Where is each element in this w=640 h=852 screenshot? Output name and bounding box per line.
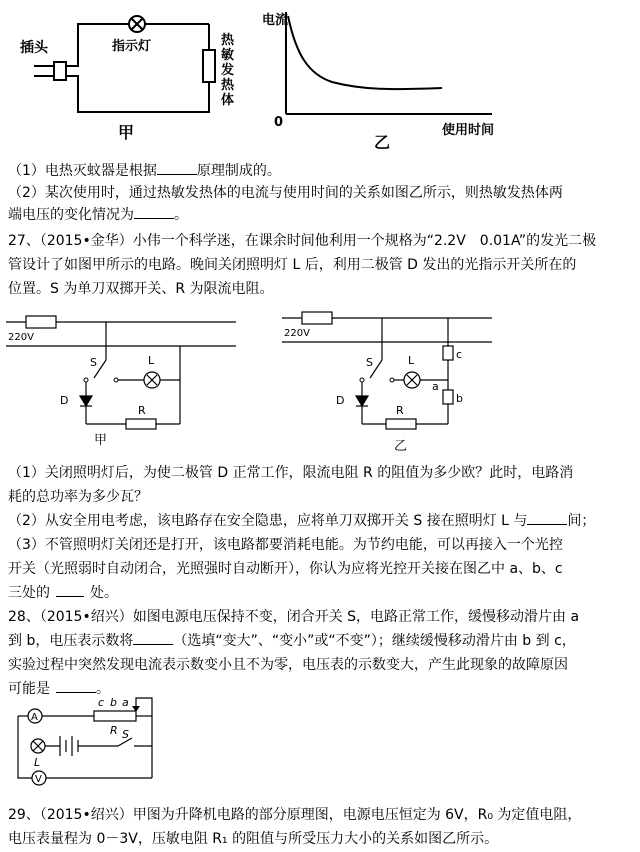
point-b-label: b bbox=[456, 392, 463, 405]
figure-switch-circuit-jia bbox=[6, 306, 246, 446]
question-27-1-line-2: 耗的总功率为多少瓦？ bbox=[8, 489, 148, 505]
x-axis-label: 使用时间 bbox=[442, 123, 495, 138]
figure-heater-circuit bbox=[14, 4, 250, 150]
lamp-letter: L bbox=[408, 354, 415, 367]
voltage-label: 220V bbox=[284, 328, 310, 339]
answer-blank bbox=[134, 204, 174, 219]
resistor-label: R bbox=[396, 404, 404, 417]
lamp-letter: L bbox=[34, 756, 41, 769]
point-a-label: a bbox=[122, 696, 129, 709]
figure-caption-yi: 乙 bbox=[394, 439, 408, 454]
heater-label-char: 热 bbox=[221, 33, 235, 48]
question-1: （1）电热灭蚊器是根据 原理制成的。 bbox=[8, 160, 634, 182]
origin-label: 0 bbox=[274, 115, 284, 130]
answer-blank bbox=[56, 582, 84, 597]
answer-blank bbox=[56, 678, 96, 693]
resistor-label: R bbox=[138, 404, 146, 417]
figure-caption-yi: 乙 bbox=[374, 133, 391, 152]
heater-label-char: 热 bbox=[221, 78, 235, 93]
answer-blank bbox=[133, 630, 173, 645]
point-b-label: b bbox=[110, 696, 117, 709]
current-curve bbox=[288, 16, 442, 89]
figure-caption-jia: 甲 bbox=[118, 123, 135, 142]
lamp-letter: L bbox=[148, 354, 155, 367]
voltage-label: 220V bbox=[8, 332, 34, 343]
problem-29-line-1: 29、（2015•绍兴）甲图为升降机电路的部分原理图，电源电压恒定为 6V，R₀ 为定值电阻， bbox=[8, 807, 582, 823]
question-27-1-line-1: （1）关闭照明灯后，为使二极管 D 正常工作，限流电阻 R 的阻值为多少欧？此时，电路消 bbox=[8, 465, 574, 481]
heater-label bbox=[220, 32, 235, 108]
problem-28-line-1: 28、（2015•绍兴）如图电源电压保持不变，闭合开关 S，电路正常工作，缓慢移动滑片由 a bbox=[8, 609, 580, 625]
heater-label-char: 敏 bbox=[221, 48, 235, 63]
problem-27-line-3: 位置。S 为单刀双掷开关、R 为限流电阻。 bbox=[8, 281, 274, 297]
diode-label: D bbox=[60, 394, 69, 407]
question-27-3-line-3: 三处的 处。 bbox=[8, 582, 634, 604]
problem-27-line-2: 管设计了如图甲所示的电路。晚间关闭照明灯 L 后，利用二极管 D 发出的光指示开关所在的 bbox=[8, 257, 577, 273]
diode-label: D bbox=[336, 394, 345, 407]
lamp-icon bbox=[404, 372, 420, 388]
point-c-label: c bbox=[98, 696, 105, 709]
heater-label-char: 发 bbox=[221, 63, 235, 78]
lamp-icon bbox=[144, 372, 160, 388]
plug-label: 插头 bbox=[20, 40, 48, 56]
lamp-label: 指示灯 bbox=[112, 39, 152, 54]
answer-blank bbox=[157, 160, 197, 175]
figure-current-time-graph bbox=[262, 2, 532, 152]
switch-label: S bbox=[90, 356, 97, 369]
voltmeter-label: V bbox=[35, 774, 42, 785]
question-27-3-line-1: （3）不管照明灯关闭还是打开，该电路都要消耗电能。为节约电能，可以再接入一个光控 bbox=[8, 537, 563, 553]
y-axis-label: 电流 bbox=[262, 13, 289, 28]
problem-28-line-2: 到 b，电压表示数将 （选填“变大”、“变小”或“不变”）；继续缓慢移动滑片由 b 到 c， bbox=[8, 630, 634, 652]
figure-switch-circuit-yi bbox=[282, 306, 522, 456]
switch-label: S bbox=[122, 728, 129, 741]
question-27-3-line-2: 开关（光照弱时自动闭合，光照强时自动断开），你认为应将光控开关接在图乙中 a、b、c bbox=[8, 561, 563, 577]
problem-29-line-2: 电压表量程为 0－3V，压敏电阻 R₁ 的阻值与所受压力大小的关系如图乙所示。 bbox=[8, 831, 499, 847]
indicator-lamp-icon bbox=[129, 16, 145, 32]
problem-28-line-3: 实验过程中突然发现电流表示数变小且不为零，电压表的示数变大，产生此现象的故障原因 bbox=[8, 657, 568, 673]
figure-rheostat-circuit bbox=[12, 694, 162, 800]
switch-label: S bbox=[366, 356, 373, 369]
problem-27-line-1: 27、（2015•金华）小伟一个科学迷，在课余时间他利用一个规格为“2.2V 0.01A”的发光二极 bbox=[8, 233, 597, 249]
question-27-2: （2）从安全用电考虑，该电路存在安全隐患，应将单刀双掷开关 S 接在照明灯 L 与 间； bbox=[8, 510, 634, 532]
point-c-label: c bbox=[456, 348, 463, 361]
answer-blank bbox=[527, 510, 567, 525]
lamp-icon bbox=[31, 739, 45, 753]
problem-28-line-4: 可能是 。 bbox=[8, 678, 634, 700]
figure-caption-jia: 甲 bbox=[94, 433, 108, 446]
point-a-label: a bbox=[432, 380, 439, 393]
question-2-line-1: （2）某次使用时，通过热敏发热体的电流与使用时间的关系如图乙所示，则热敏发热体两 bbox=[8, 185, 563, 201]
question-2-line-2: 端电压的变化情况为 。 bbox=[8, 204, 634, 226]
resistor-label: R bbox=[110, 724, 118, 737]
ammeter-label: A bbox=[31, 712, 38, 723]
heater-label-char: 体 bbox=[221, 93, 235, 108]
